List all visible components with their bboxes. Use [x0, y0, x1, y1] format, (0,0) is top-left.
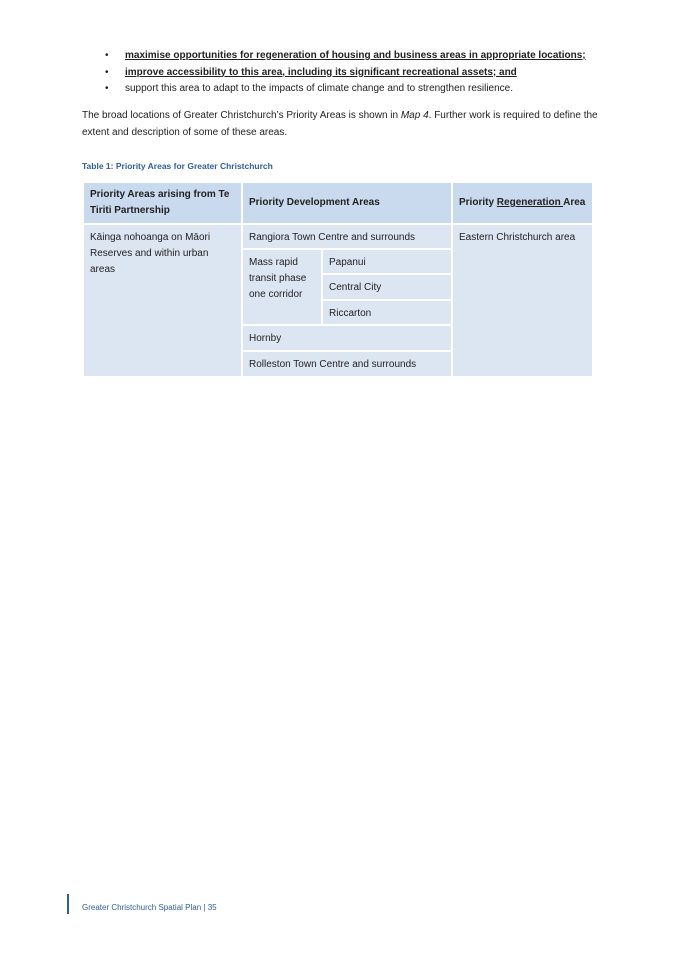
- paragraph-text-after: . Further work is required to define the extent and description of some of these areas.: [82, 110, 598, 138]
- header-regeneration-underlined: Regeneration: [496, 197, 564, 208]
- rolleston-text: Rolleston Town Centre and surrounds: [249, 359, 417, 370]
- header-development-text: Priority Development Areas: [249, 197, 380, 208]
- header-regeneration-suffix: Area: [563, 197, 586, 208]
- table-row-rolleston: [243, 352, 451, 376]
- bullet-text: maximise opportunities for regeneration of housing and business areas in appropriate locations;: [125, 50, 586, 61]
- bullet-item: [100, 65, 620, 82]
- header-regeneration-prefix: Priority: [459, 197, 497, 208]
- regeneration-body-cell: [453, 225, 592, 376]
- hornby-text: Hornby: [249, 333, 282, 344]
- header-cell-partnership: [84, 183, 241, 223]
- bullet-item: [100, 48, 620, 65]
- mass-rapid-transit-cell: [243, 250, 321, 324]
- papanui-text: Papanui: [329, 257, 366, 268]
- header-cell-development: [243, 183, 451, 223]
- central-city-text: Central City: [329, 282, 382, 293]
- footer-accent-bar: [67, 894, 69, 914]
- bullet-item: [100, 81, 620, 98]
- bullet-text: improve accessibility to this area, including its significant recreational assets; and: [125, 66, 517, 78]
- partnership-body-cell: [84, 225, 241, 376]
- partnership-body-text: Kāinga nohoanga on Māori Reserves and within urban areas: [90, 232, 211, 275]
- bullet-text: support this area to adapt to the impacts of climate change and to strengthen resilience.: [125, 83, 514, 94]
- table-row-papanui: [323, 250, 451, 273]
- paragraph-text-before: The broad locations of Greater Christchurch’s Priority Areas is shown in: [82, 110, 401, 121]
- table-row-hornby: [243, 326, 451, 350]
- table-caption: Table 1: Priority Areas for Greater Christchurch: [82, 161, 273, 171]
- header-regeneration-text: [459, 195, 585, 211]
- mass-rapid-transit-text: Mass rapid transit phase one corridor: [249, 257, 307, 300]
- bullet-icon: •: [105, 50, 109, 61]
- regeneration-body-text: Eastern Christchurch area: [459, 232, 576, 243]
- header-partnership-text: Priority Areas arising from Te Tiriti Partnership: [90, 189, 230, 216]
- table-row-riccarton: [323, 301, 451, 324]
- page-footer: Greater Christchurch Spatial Plan | 35: [82, 903, 217, 912]
- bullet-list: [100, 48, 620, 98]
- riccarton-text: Riccarton: [329, 308, 372, 319]
- map-reference: Map 4: [400, 110, 429, 121]
- table-row-rangiora: [243, 225, 451, 248]
- priority-areas-table: [84, 183, 592, 376]
- bullet-icon: •: [105, 66, 109, 78]
- rangiora-text: Rangiora Town Centre and surrounds: [249, 232, 416, 243]
- body-paragraph: [82, 108, 602, 141]
- table-row-central-city: [323, 275, 451, 299]
- header-cell-regeneration: [453, 183, 592, 223]
- bullet-icon: •: [105, 83, 109, 94]
